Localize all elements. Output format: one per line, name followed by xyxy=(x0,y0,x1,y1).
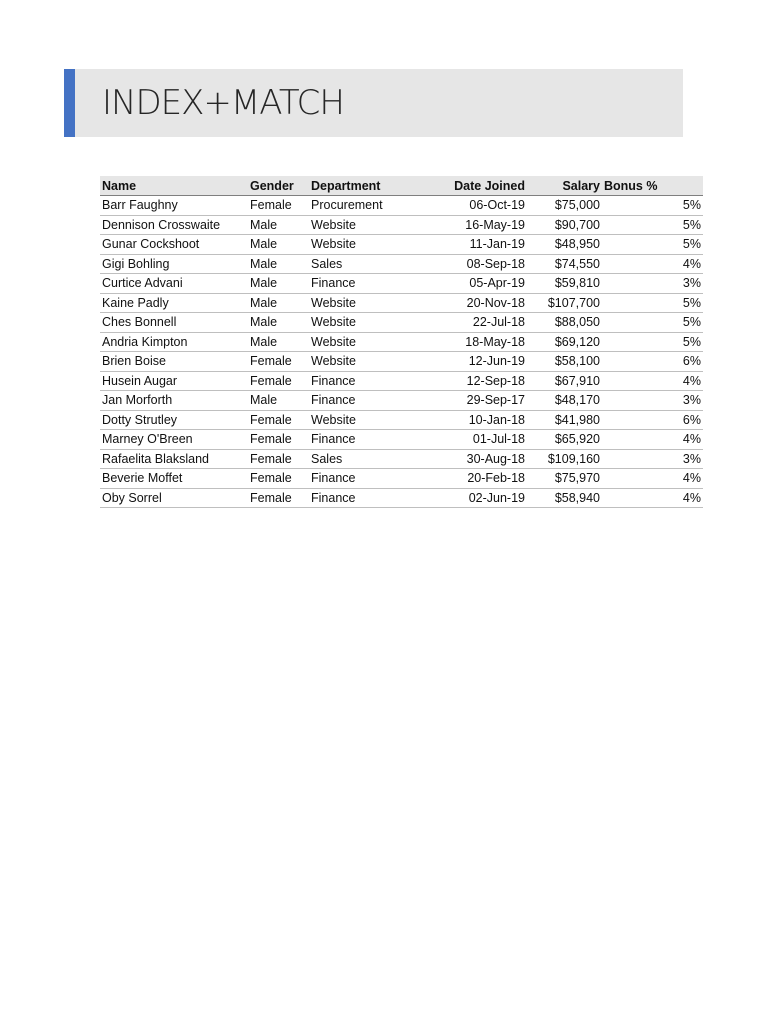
cell-department: Sales xyxy=(309,449,413,469)
cell-date-joined: 12-Jun-19 xyxy=(413,352,527,372)
cell-salary: $75,970 xyxy=(527,469,602,489)
header-name: Name xyxy=(100,176,248,196)
cell-salary: $65,920 xyxy=(527,430,602,450)
cell-gender: Male xyxy=(248,293,309,313)
cell-date-joined: 02-Jun-19 xyxy=(413,488,527,508)
cell-department: Website xyxy=(309,293,413,313)
header-gender: Gender xyxy=(248,176,309,196)
table-header-row xyxy=(100,176,703,196)
cell-salary: $59,810 xyxy=(527,274,602,294)
header-salary: Salary xyxy=(527,176,602,196)
cell-department: Finance xyxy=(309,488,413,508)
cell-salary: $48,170 xyxy=(527,391,602,411)
table-row xyxy=(100,371,703,391)
cell-date-joined: 20-Nov-18 xyxy=(413,293,527,313)
cell-salary: $88,050 xyxy=(527,313,602,333)
cell-department: Website xyxy=(309,235,413,255)
cell-salary: $67,910 xyxy=(527,371,602,391)
cell-salary: $41,980 xyxy=(527,410,602,430)
cell-gender: Male xyxy=(248,215,309,235)
cell-department: Finance xyxy=(309,371,413,391)
cell-salary: $69,120 xyxy=(527,332,602,352)
cell-gender: Female xyxy=(248,449,309,469)
cell-salary: $90,700 xyxy=(527,215,602,235)
cell-bonus: 5% xyxy=(602,332,703,352)
cell-bonus: 6% xyxy=(602,410,703,430)
cell-gender: Male xyxy=(248,391,309,411)
cell-bonus: 3% xyxy=(602,391,703,411)
cell-name: Gigi Bohling xyxy=(100,254,248,274)
cell-name: Gunar Cockshoot xyxy=(100,235,248,255)
cell-bonus: 5% xyxy=(602,196,703,216)
cell-date-joined: 11-Jan-19 xyxy=(413,235,527,255)
table-row xyxy=(100,410,703,430)
cell-name: Ches Bonnell xyxy=(100,313,248,333)
cell-department: Sales xyxy=(309,254,413,274)
cell-date-joined: 20-Feb-18 xyxy=(413,469,527,489)
cell-salary: $48,950 xyxy=(527,235,602,255)
cell-department: Procurement xyxy=(309,196,413,216)
cell-name: Andria Kimpton xyxy=(100,332,248,352)
cell-gender: Female xyxy=(248,196,309,216)
table-row xyxy=(100,430,703,450)
cell-salary: $109,160 xyxy=(527,449,602,469)
cell-department: Website xyxy=(309,410,413,430)
cell-bonus: 6% xyxy=(602,352,703,372)
cell-name: Husein Augar xyxy=(100,371,248,391)
cell-gender: Female xyxy=(248,430,309,450)
table-row xyxy=(100,488,703,508)
cell-name: Kaine Padly xyxy=(100,293,248,313)
cell-date-joined: 01-Jul-18 xyxy=(413,430,527,450)
cell-department: Finance xyxy=(309,430,413,450)
cell-salary: $74,550 xyxy=(527,254,602,274)
cell-bonus: 4% xyxy=(602,254,703,274)
cell-bonus: 5% xyxy=(602,215,703,235)
cell-department: Website xyxy=(309,332,413,352)
cell-date-joined: 05-Apr-19 xyxy=(413,274,527,294)
page-title: INDEX+MATCH xyxy=(102,83,344,123)
cell-department: Finance xyxy=(309,391,413,411)
cell-name: Rafaelita Blaksland xyxy=(100,449,248,469)
cell-gender: Male xyxy=(248,274,309,294)
cell-name: Dotty Strutley xyxy=(100,410,248,430)
table-row xyxy=(100,274,703,294)
cell-gender: Male xyxy=(248,313,309,333)
table-row xyxy=(100,313,703,333)
cell-salary: $107,700 xyxy=(527,293,602,313)
cell-gender: Female xyxy=(248,488,309,508)
cell-bonus: 4% xyxy=(602,430,703,450)
cell-gender: Male xyxy=(248,254,309,274)
cell-department: Website xyxy=(309,313,413,333)
cell-gender: Female xyxy=(248,352,309,372)
cell-date-joined: 30-Aug-18 xyxy=(413,449,527,469)
table-row xyxy=(100,196,703,216)
cell-gender: Male xyxy=(248,235,309,255)
cell-department: Finance xyxy=(309,274,413,294)
title-banner xyxy=(64,69,683,137)
cell-bonus: 5% xyxy=(602,235,703,255)
table-body xyxy=(100,196,703,508)
cell-name: Brien Boise xyxy=(100,352,248,372)
cell-name: Curtice Advani xyxy=(100,274,248,294)
table-row xyxy=(100,469,703,489)
cell-date-joined: 08-Sep-18 xyxy=(413,254,527,274)
table-row xyxy=(100,449,703,469)
cell-date-joined: 06-Oct-19 xyxy=(413,196,527,216)
cell-name: Marney O'Breen xyxy=(100,430,248,450)
cell-bonus: 5% xyxy=(602,313,703,333)
cell-bonus: 3% xyxy=(602,274,703,294)
cell-department: Website xyxy=(309,215,413,235)
cell-gender: Female xyxy=(248,371,309,391)
title-accent-bar xyxy=(64,69,75,137)
cell-name: Barr Faughny xyxy=(100,196,248,216)
cell-department: Website xyxy=(309,352,413,372)
cell-salary: $75,000 xyxy=(527,196,602,216)
cell-gender: Male xyxy=(248,332,309,352)
table-row xyxy=(100,215,703,235)
cell-bonus: 4% xyxy=(602,488,703,508)
header-department: Department xyxy=(309,176,413,196)
table-row xyxy=(100,391,703,411)
header-bonus: Bonus % xyxy=(602,176,703,196)
cell-bonus: 3% xyxy=(602,449,703,469)
cell-bonus: 4% xyxy=(602,469,703,489)
cell-date-joined: 12-Sep-18 xyxy=(413,371,527,391)
cell-name: Dennison Crosswaite xyxy=(100,215,248,235)
cell-salary: $58,940 xyxy=(527,488,602,508)
cell-date-joined: 18-May-18 xyxy=(413,332,527,352)
cell-bonus: 4% xyxy=(602,371,703,391)
cell-date-joined: 16-May-19 xyxy=(413,215,527,235)
cell-date-joined: 29-Sep-17 xyxy=(413,391,527,411)
table-row xyxy=(100,332,703,352)
cell-salary: $58,100 xyxy=(527,352,602,372)
cell-name: Oby Sorrel xyxy=(100,488,248,508)
header-date-joined: Date Joined xyxy=(413,176,527,196)
table-row xyxy=(100,352,703,372)
cell-name: Jan Morforth xyxy=(100,391,248,411)
cell-department: Finance xyxy=(309,469,413,489)
table-row xyxy=(100,254,703,274)
employee-table xyxy=(100,176,703,508)
cell-gender: Female xyxy=(248,469,309,489)
table-row xyxy=(100,293,703,313)
cell-date-joined: 10-Jan-18 xyxy=(413,410,527,430)
cell-gender: Female xyxy=(248,410,309,430)
table-row xyxy=(100,235,703,255)
cell-bonus: 5% xyxy=(602,293,703,313)
cell-date-joined: 22-Jul-18 xyxy=(413,313,527,333)
cell-name: Beverie Moffet xyxy=(100,469,248,489)
